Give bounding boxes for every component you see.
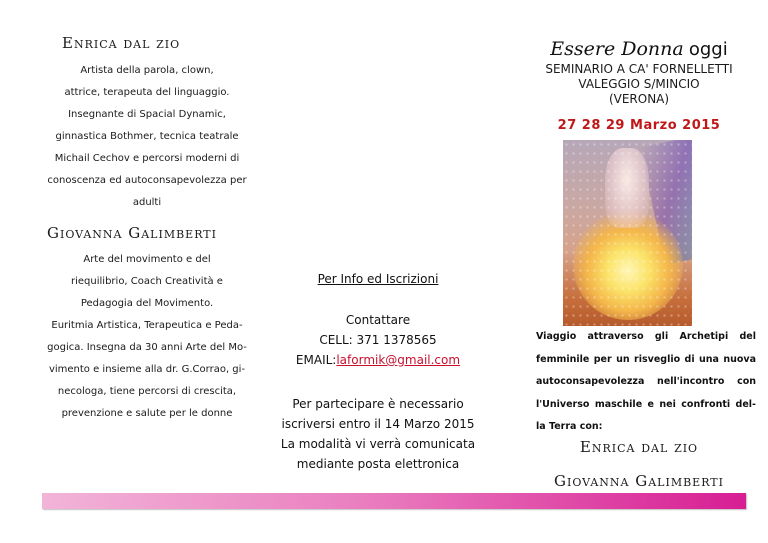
- title-oggi: oggi: [688, 39, 728, 60]
- bio-line: Euritmia Artistica, Terapeutica e Peda-: [51, 320, 243, 331]
- event-description: [536, 326, 756, 439]
- venue-line: (VERONA): [608, 92, 670, 106]
- enrica-bio: [22, 60, 272, 214]
- enrica-name-footer: Enrica dal zio: [579, 438, 699, 456]
- bio-line: Arte del movimento e del: [83, 254, 211, 265]
- giovanna-name-footer: Giovanna Galimberti: [554, 472, 724, 490]
- email-line: [268, 353, 488, 367]
- desc-line: la Terra con:: [536, 421, 603, 432]
- enrica-name-heading: Enrica dal zio: [62, 34, 181, 52]
- bio-line: Pedagogia del Movimento.: [80, 298, 214, 309]
- bio-line: Artista della parola, clown,: [80, 65, 214, 76]
- giovanna-name-heading: Giovanna Galimberti: [47, 224, 217, 242]
- bio-line: riequilibrio, Coach Creatività e: [71, 276, 223, 287]
- note-line: Per partecipare è necessario: [292, 397, 464, 411]
- bio-line: adulti: [132, 197, 162, 208]
- giovanna-bio: [22, 249, 272, 425]
- bio-line: ginnastica Bothmer, tecnica teatrale: [55, 131, 239, 142]
- event-dates: 27 28 29 Marzo 2015: [557, 118, 721, 133]
- email-link[interactable]: laformik@gmail.com: [336, 353, 461, 367]
- bio-line: Michail Cechov e percorsi moderni di: [54, 153, 240, 164]
- registration-note: [268, 394, 488, 474]
- desc-line: l'Universo maschile e nei confronti del-: [536, 398, 756, 410]
- venue-line: VALEGGIO S/MINCIO: [578, 77, 700, 91]
- painting-texture: [563, 140, 692, 326]
- desc-line: femminile per un risveglio di una nuova: [536, 353, 756, 365]
- bio-line: necologa, tiene percorsi di crescita,: [57, 386, 237, 397]
- bio-line: attrice, terapeuta del linguaggio.: [64, 87, 230, 98]
- venue-line: SEMINARIO A CA' FORNELLETTI: [545, 62, 733, 76]
- decorative-pink-bar: [42, 493, 746, 509]
- cell-number: CELL: 371 1378565: [319, 333, 437, 347]
- bio-line: gogica. Insegna da 30 anni Arte del Mo-: [47, 342, 247, 353]
- email-label: EMAIL:: [295, 353, 337, 367]
- bio-line: Insegnante di Spacial Dynamic,: [68, 109, 226, 120]
- bio-line: vimento e insieme alla dr. G.Corrao, gi-: [48, 364, 246, 375]
- bio-line: prevenzione e salute per le donne: [61, 408, 233, 419]
- note-line: La modalità vi verrà comunicata: [280, 437, 476, 451]
- info-title: Per Info ed Iscrizioni: [317, 272, 439, 286]
- bio-line: conoscenza ed autoconsapevolezza per: [47, 175, 247, 186]
- note-line: mediante posta elettronica: [296, 457, 460, 471]
- contact-label: Contattare: [345, 313, 411, 327]
- title-script: Essere Donna: [550, 38, 684, 60]
- painting-image: [563, 140, 692, 326]
- desc-line: Viaggio attraverso gli Archetipi del: [536, 331, 756, 342]
- event-title: [520, 38, 758, 60]
- venue: [520, 62, 758, 107]
- desc-line: autoconsapevolezza nell'incontro con: [536, 376, 756, 387]
- note-line: iscriversi entro il 14 Marzo 2015: [281, 417, 475, 431]
